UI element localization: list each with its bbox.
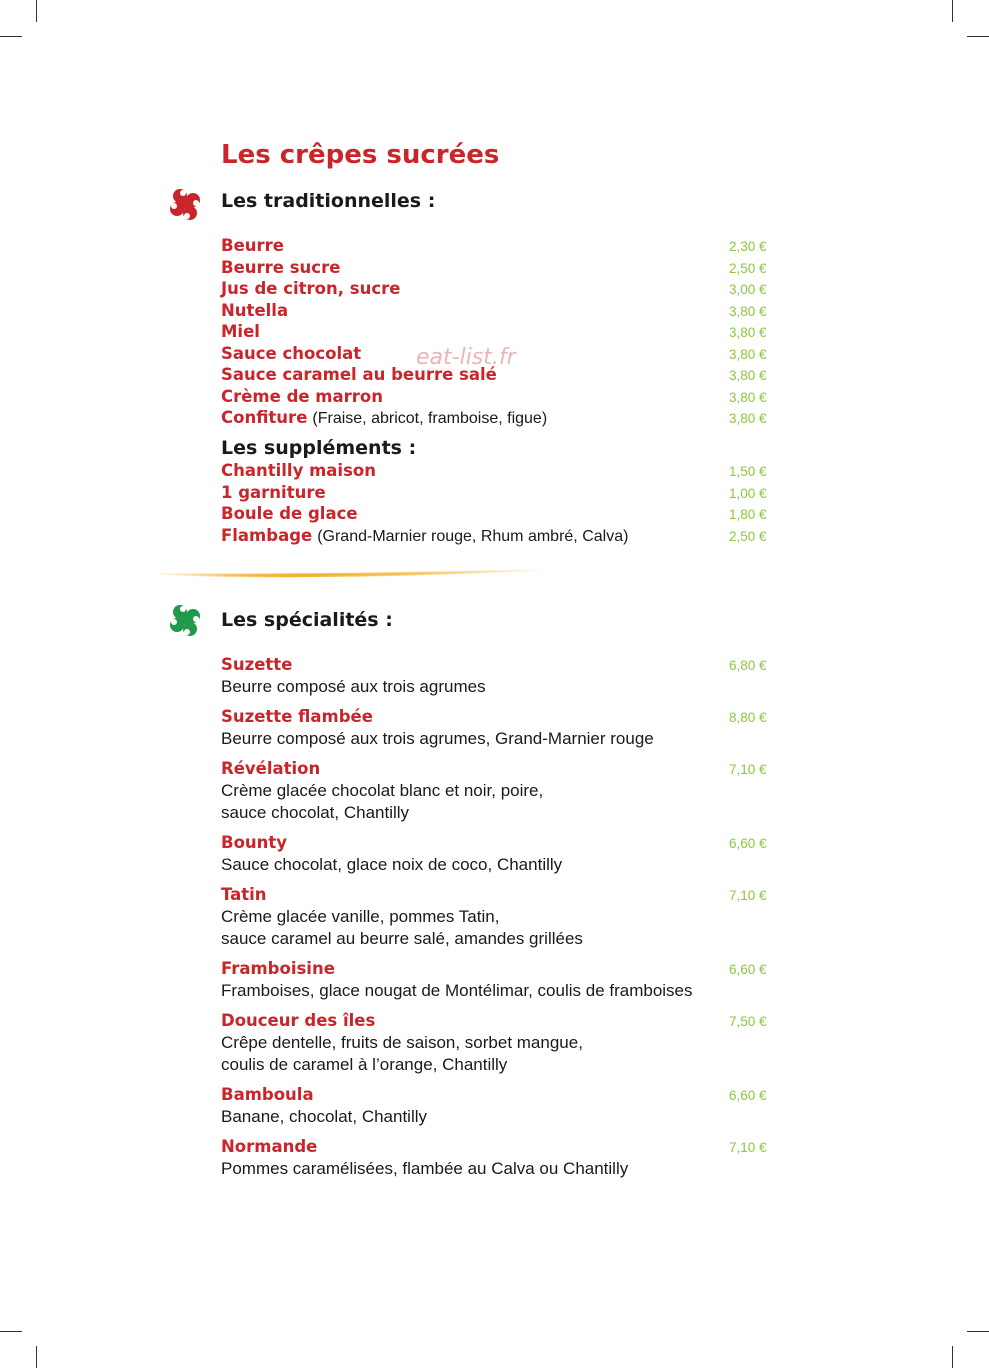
specialty-description: Sauce chocolat, glace noix de coco, Chantilly [221, 855, 563, 874]
specialty-description: sauce chocolat, Chantilly [221, 803, 410, 822]
item-name [221, 386, 383, 407]
item-name [221, 278, 400, 299]
specialty-name: Suzette [221, 655, 293, 674]
specialty-row [221, 654, 774, 675]
specialty-description: Crème glacée chocolat blanc et noir, poire, [221, 781, 544, 800]
item-name-text: Chantilly maison [221, 461, 376, 480]
menu-item-row [221, 257, 774, 278]
item-detail: (Grand-Marnier rouge, Rhum ambré, Calva) [317, 527, 629, 545]
menu-item-row [221, 407, 774, 428]
item-name-text: Sauce caramel au beurre salé [221, 365, 497, 384]
specialty-description: Crème glacée vanille, pommes Tatin, [221, 907, 500, 926]
specialty-row [221, 958, 774, 979]
specialty-description: Beurre composé aux trois agrumes, Grand-Marnier rouge [221, 729, 654, 748]
item-name [221, 300, 288, 321]
menu-item-row [221, 235, 774, 256]
item-name-text: Confiture [221, 408, 308, 427]
item-price: 3,80 € [729, 389, 767, 405]
menu-item-row [221, 300, 774, 321]
section-heading-traditional: Les traditionnelles : [221, 190, 436, 212]
specialty-description: Banane, chocolat, Chantilly [221, 1107, 428, 1126]
item-name [221, 257, 340, 278]
item-name [221, 343, 361, 364]
specialty-price: 7,10 € [729, 1140, 767, 1155]
specialty-price: 6,80 € [729, 658, 767, 673]
item-name [221, 482, 326, 503]
menu-item-row [221, 321, 774, 342]
specialty-row [221, 832, 774, 853]
crop-mark [0, 36, 22, 37]
lauburu-green-icon [168, 602, 204, 638]
menu-item-row [221, 386, 774, 407]
specialty-name: Douceur des îles [221, 1011, 376, 1030]
specialty-name: Bamboula [221, 1085, 314, 1104]
crop-mark [967, 36, 989, 37]
menu-item-row [221, 278, 774, 299]
item-name [221, 235, 284, 256]
item-price: 3,80 € [729, 303, 767, 319]
specialty-row [221, 758, 774, 779]
item-name [221, 503, 358, 524]
specialty-name: Framboisine [221, 959, 335, 978]
item-price: 1,00 € [729, 485, 767, 501]
item-name-text: Boule de glace [221, 504, 358, 523]
specialty-name: Bounty [221, 833, 288, 852]
specialty-description: sauce caramel au beurre salé, amandes grillées [221, 929, 583, 948]
item-detail: (Fraise, abricot, framboise, figue) [312, 410, 548, 427]
item-price: 3,80 € [729, 368, 767, 383]
item-price: 1,50 € [729, 464, 767, 479]
specialty-name: Tatin [221, 885, 267, 904]
specialty-row [221, 884, 774, 905]
section-heading-specialties: Les spécialités : [221, 609, 393, 631]
specialty-price: 6,60 € [729, 962, 767, 977]
crop-mark [952, 1346, 953, 1368]
specialty-description: Crêpe dentelle, fruits de saison, sorbet mangue, [221, 1033, 583, 1052]
menu-item-row [221, 460, 774, 481]
specialty-description: Pommes caramélisées, flambée au Calva ou Chantilly [221, 1159, 629, 1178]
item-name [221, 525, 628, 547]
specialty-price: 8,80 € [729, 710, 767, 725]
item-name-text: Beurre sucre [221, 257, 341, 277]
item-name [221, 460, 376, 481]
specialty-name: Révélation [221, 759, 321, 778]
menu-item-row [221, 503, 774, 524]
section-heading-supplements: Les suppléments : [221, 437, 417, 459]
item-price: 3,00 € [729, 282, 767, 297]
specialty-description: Framboises, glace nougat de Montélimar, coulis de framboises [221, 981, 693, 1000]
page-title: Les crêpes sucrées [221, 140, 500, 170]
item-price: 1,80 € [729, 507, 767, 522]
item-price: 3,80 € [729, 325, 767, 340]
item-name-text: Jus de citron, sucre [221, 279, 401, 298]
specialty-price: 6,60 € [729, 1088, 767, 1103]
specialty-row [221, 1010, 774, 1031]
menu-item-row [221, 525, 774, 546]
item-price: 3,80 € [729, 411, 767, 426]
lauburu-red-icon [168, 186, 204, 222]
specialty-description: coulis de caramel à l’orange, Chantilly [221, 1055, 508, 1074]
crop-mark [967, 1331, 989, 1332]
crop-mark [36, 1346, 37, 1368]
crop-mark [0, 1331, 22, 1332]
specialty-price: 7,10 € [729, 888, 767, 903]
item-name [221, 321, 260, 342]
item-name [221, 407, 547, 429]
menu-item-row [221, 482, 774, 503]
specialty-name: Suzette flambée [221, 707, 373, 726]
item-name-text: Nutella [221, 300, 289, 320]
item-price: 2,30 € [729, 239, 767, 254]
item-name-text: Miel [221, 322, 260, 341]
specialty-description: Beurre composé aux trois agrumes [221, 677, 486, 696]
specialty-row [221, 1084, 774, 1105]
item-price: 3,80 € [729, 346, 767, 362]
specialty-row [221, 706, 774, 727]
specialty-row [221, 1136, 774, 1157]
item-name-text: Beurre [221, 236, 284, 255]
specialty-name: Normande [221, 1137, 318, 1156]
divider-swoosh [160, 566, 540, 580]
item-name-text: 1 garniture [221, 482, 326, 502]
crop-mark [952, 0, 953, 22]
item-name-text: Flambage [221, 525, 313, 545]
watermark: eat-list.fr [416, 345, 516, 370]
specialty-price: 7,10 € [729, 762, 767, 777]
crop-mark [36, 0, 37, 22]
item-price: 2,50 € [729, 528, 767, 544]
specialty-price: 7,50 € [729, 1014, 767, 1029]
item-price: 2,50 € [729, 260, 767, 276]
specialty-price: 6,60 € [729, 836, 767, 851]
item-name-text: Sauce chocolat [221, 343, 362, 363]
item-name-text: Crème de marron [221, 386, 383, 406]
